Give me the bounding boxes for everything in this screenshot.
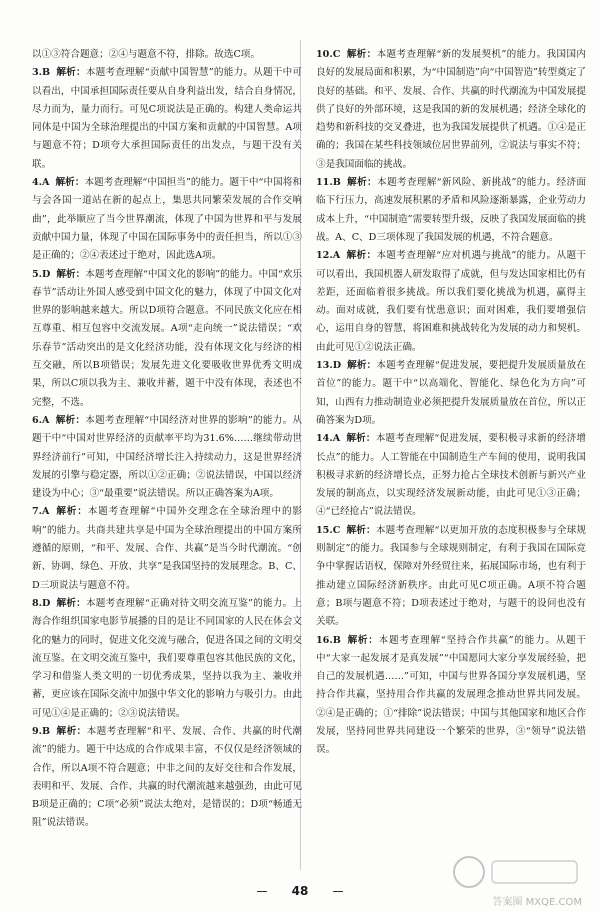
analysis-label: 解析： bbox=[55, 177, 85, 189]
answer-number: 13.D bbox=[316, 360, 342, 372]
answer-number: 9.B bbox=[32, 725, 51, 737]
answer-item bbox=[32, 266, 302, 412]
answer-item bbox=[32, 174, 302, 265]
analysis-text: 本题考查理解“促进发展，要把提升发展质量放在首位”的能力。题干中“以高端化、智能化、绿色化为方向”可知，山西有力推动制造业必须把提升发展质量放在首位，所以正确答案为D项。 bbox=[316, 360, 587, 426]
answer-number: 11.B bbox=[316, 177, 341, 189]
analysis-label: 解析： bbox=[346, 49, 377, 60]
analysis-label: 解析： bbox=[56, 725, 87, 737]
answer-number: 3.B bbox=[32, 67, 51, 79]
analysis-text: 本题考查理解“贡献中国智慧”的能力。从题干中可以看出，中国承担国际责任要从自身利益出发，结合自身情况，尽力而为，量力而行。可见C项说法是正确的。构建人类命运共同体是中国为全球治理提出的中国方案和贡献的中国智慧。A项与题意不符；D项夸大承担国际责任的出发点，与题干没有关联。 bbox=[32, 67, 303, 170]
analysis-label: 解析： bbox=[55, 414, 86, 426]
analysis-text: 本题考查理解“中国文化的影响”的能力。中国“欢乐春节”活动让外国人感受到中国文化的魅力，体现了中国文化对世界的影响越来越大。所以D项符合题意。不同民族文化应在相互尊重、相互包容中交流发展。A项“走向统一”说法错误；“欢乐春节”活动突出的是文化经济功能，没有体现文化与经济的相互交融，所以B项错误；发展先进文化要吸收世界优秀文明成果，所以C项以我为主、兼收并蓄，题干中没有体现，表述也不完整，不选。 bbox=[32, 268, 303, 408]
analysis-label: 解析： bbox=[346, 250, 377, 262]
analysis-label: 解析： bbox=[56, 268, 86, 280]
answer-item bbox=[316, 247, 586, 357]
analysis-label: 解析： bbox=[346, 433, 376, 445]
answer-number: 8.D bbox=[32, 597, 51, 609]
analysis-text: 本题考查理解“正确对待文明交流互鉴”的能力。上海合作组织国家电影节展播的目的是让不同国家的人民在体会文化的魅力的同时，促进文化交流与融合，促进各国之间的文明交流互鉴。在文明交流互鉴中，我们要尊重包容其他民族的文化，学习和借鉴人类文明的一切优秀成果，坚持以我为主、兼收并蓄，更应该在国际交流中加强中华文化的影响力与吸引力。由此可见①④是正确的；②③说法错误。 bbox=[32, 597, 303, 719]
answer-item bbox=[32, 503, 302, 594]
watermark-logo bbox=[452, 855, 582, 908]
analysis-text: 本题考查理解“中国担当”的能力。题干中“中国将和与会各国一道站在新的起点上，集思共同繁荣发展的合作交响曲”，此举顺应了当今世界潮流，体现了中国为世界和平与发展贡献中国力量，体现了中国在国际事务中的责任担当，所以①③是正确的；②④表述过于绝对，因此选A项。 bbox=[32, 177, 302, 262]
answer-number: 12.A bbox=[316, 250, 341, 262]
answer-item bbox=[32, 412, 302, 503]
answer-item bbox=[32, 64, 302, 174]
analysis-text: 本题考查理解“坚持合作共赢”的能力。从题干中“大家一起发展才是真发展”“中国愿同大家分享发展经验，把自己的发展机遇……”可知，中国与世界各国分享发展机遇，坚持合作共赢，坚持用合作共赢的发展理念推动世界共同发展。②④是正确的；①“排除”说法错误；中国与其他国家和地区合作发展，坚持同世界共同建设一个繁荣的世界，③“领导”说法错误。 bbox=[316, 634, 587, 756]
answer-number: 4.A bbox=[32, 177, 50, 189]
answer-item bbox=[316, 357, 586, 430]
answer-item bbox=[316, 632, 586, 760]
footer-dash-left bbox=[257, 891, 267, 892]
analysis-text: 本题考查理解“和平、发展、合作、共赢的时代潮流”的能力。题干中达成的合作成果丰富，不仅仅是经济领域的合作，所以A项不符合题意；中非之间的友好交往和合作发展，表明和平、发展、合作、共赢的时代潮流越来越强劲，由此可见B项是正确的；C项“必须”说法太绝对，是错误的；D项“畅通无阻”说法错误。 bbox=[32, 725, 303, 829]
analysis-text: 本题考查理解“新的发展契机”的能力。我国国内良好的发展局面和积累，为“中国制造”向“中国智造”转型奠定了良好的基础。和平、发展、合作、共赢的时代潮流为中国发展提供了良好的外部环境，这是我国的新的发展机遇；经济全球化的趋势和新科技的交叉叠进，也为我国发展提供了机遇。①④是正确的；我国在某些科技领域位居世界前列，②说法与事实不符；③是我国面临的挑战。 bbox=[316, 49, 587, 170]
analysis-label: 解析： bbox=[55, 506, 88, 518]
analysis-text: 本题考查理解“中国经济对世界的影响”的能力。从题干中“中国对世界经济的贡献率平均为31.6%……继续带动世界经济前行”可知，中国经济增长注入持续动力，这是世界经济发展的引擎与稳定器，所以①②正确；②说法错误，中国以经济建设为中心；③“最重要”说法错误。所以正确答案为A项。 bbox=[32, 414, 303, 500]
analysis-label: 解析： bbox=[346, 177, 377, 189]
watermark-text: 答案圈 MXQE.COM bbox=[492, 897, 582, 908]
analysis-label: 解析： bbox=[346, 524, 376, 536]
analysis-label: 解析： bbox=[56, 597, 86, 609]
answer-number: 5.D bbox=[32, 268, 51, 280]
answer-item bbox=[316, 522, 586, 632]
left-intro-line: 以①③符合题意；②④与题意不符，排除。故选C项。 bbox=[32, 49, 260, 60]
answer-item bbox=[32, 723, 302, 833]
answer-number: 7.A bbox=[32, 506, 50, 518]
answer-number: 15.C bbox=[316, 524, 341, 536]
left-answer-list bbox=[32, 64, 302, 832]
right-answer-list bbox=[316, 46, 586, 760]
analysis-label: 解析： bbox=[346, 634, 379, 646]
answer-item bbox=[316, 46, 586, 174]
analysis-text: 本题考查理解“新风险、新挑战”的能力。经济面临下行压力，高速发展积累的矛盾和风险逐渐暴露，企业劳动力成本上升，“中国制造”需要转型升级，反映了我国发展面临的挑战。A、C、D三项体现了我国发展的机遇，不符合题意。 bbox=[316, 177, 587, 243]
page-number: 48 bbox=[291, 884, 309, 898]
left-column bbox=[32, 46, 302, 833]
answer-number: 14.A bbox=[316, 433, 341, 445]
analysis-text: 本题考查理解“促进发展，要积极寻求新的经济增长点”的能力。人工智能在中国制造生产车间的使用，说明我国积极寻求新的经济增长点，正努力抢占全球技术创新与新兴产业发展的制高点，以实现经济发展新动能，由此可见①③正确；④“已经抢占”说法错误。 bbox=[316, 433, 587, 518]
answer-item bbox=[316, 174, 586, 247]
analysis-label: 解析： bbox=[56, 67, 86, 79]
answer-number: 16.B bbox=[316, 634, 341, 646]
right-column bbox=[316, 46, 586, 760]
analysis-text: 本题考查理解“应对机遇与挑战”的能力。从题干可以看出，我国机器人研发取得了成就，但与发达国家相比仍有差距，还面临着很多挑战。所以我们要化挑战为机遇，赢得主动。面对成就，我们要有忧患意识；面对困难，我们要增强信心，运用自身的智慧，将困难和挑战转化为发展的动力和契机。由此可见①②说法正确。 bbox=[316, 250, 587, 353]
analysis-label: 解析： bbox=[347, 360, 377, 372]
answer-number: 6.A bbox=[32, 414, 50, 426]
watermark-stamp-icon bbox=[452, 855, 582, 889]
answer-item bbox=[316, 430, 586, 521]
footer-dash-right bbox=[333, 891, 343, 892]
answer-number: 10.C bbox=[316, 49, 341, 60]
answer-item bbox=[32, 595, 302, 723]
analysis-text: 本题考查理解“中国外交理念在全球治理中的影响”的能力。共商共建共享是中国为全球治理提出的中国方案所遵循的原则，“和平、发展、合作、共赢”是当今时代潮流。“创新、协调、绿色、开放、共享”是我国坚持的发展理念。B、C、D三项说法与题意不符。 bbox=[32, 506, 303, 591]
analysis-text: 本题考查理解“以更加开放的态度积极参与全球规则制定”的能力。我国参与全球规则制定，有利于我国在国际竞争中掌握话语权，保障对外经贸往来，拓展国际市场，也有利于推动建立国际经济新秩序。由此可见C项正确。A项不符合题意；B项与题意不符；D项表述过于绝对，与题干的设问也没有关联。 bbox=[316, 524, 587, 628]
